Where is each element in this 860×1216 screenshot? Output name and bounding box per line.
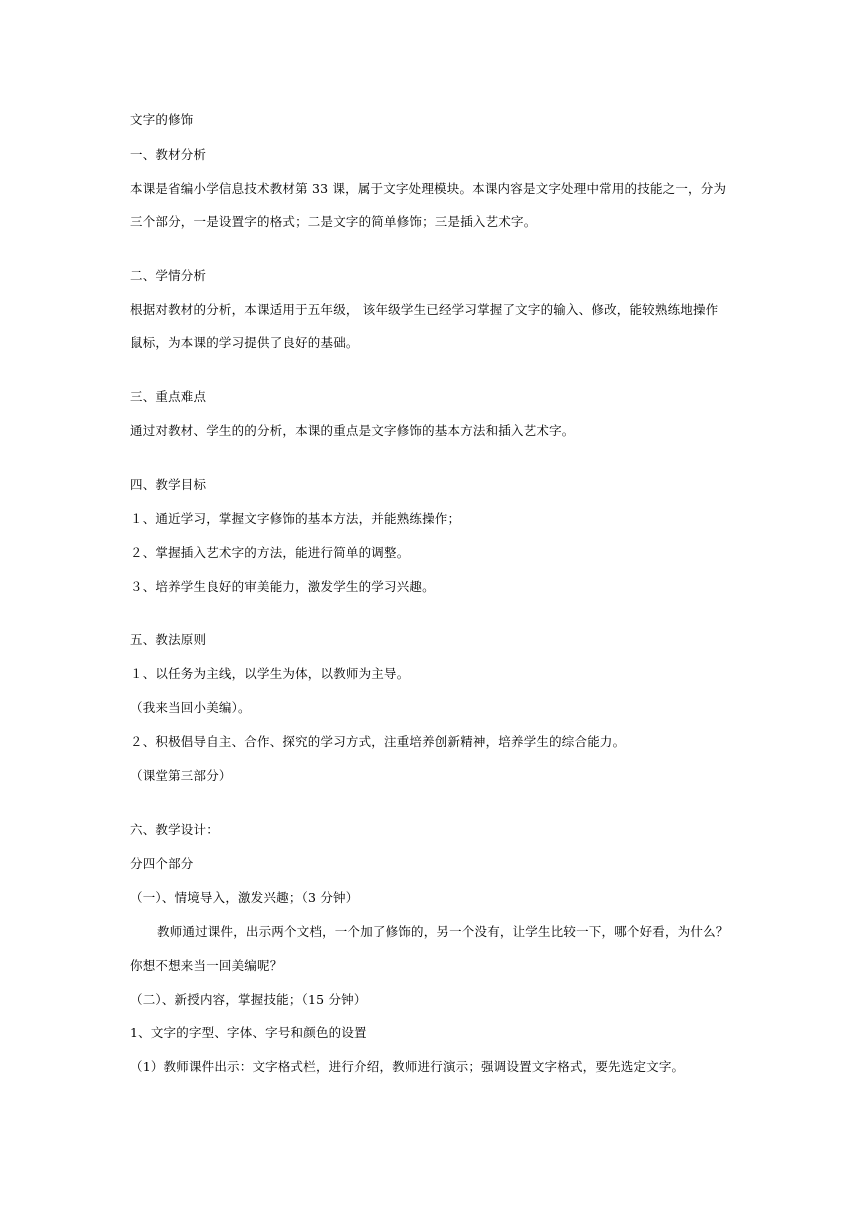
paragraph-line: 分四个部分 (130, 856, 194, 871)
paragraph-line: 本课是省编小学信息技术教材第 33 课，属于文字处理模块。本课内容是文字处理中常用的技能之一，分为 (130, 181, 727, 196)
section-heading-3: 三、重点难点 (130, 389, 207, 404)
section-heading-5: 五、教法原则 (130, 632, 207, 647)
paragraph-line: 根据对教材的分析，本课适用于五年级， 该年级学生已经学习掌握了文字的输入、修改，能较熟练地操作 (130, 302, 719, 317)
list-item: ２、积极倡导自主、合作、探究的学习方式，注重培养创新精神，培养学生的综合能力。 (130, 734, 626, 749)
paragraph-line: 你想不想来当一回美编呢？ (130, 958, 283, 973)
section-heading-2: 二、学情分析 (130, 268, 207, 283)
paragraph-line: 1、文字的字型、字体、字号和颜色的设置 (130, 1025, 367, 1040)
paragraph-line: 教师通过课件，出示两个文档，一个加了修饰的，另一个没有，让学生比较一下，哪个好看，为什么？ (157, 924, 729, 939)
list-item: ３、培养学生良好的审美能力，激发学生的学习兴趣。 (130, 579, 435, 594)
section-heading-1: 一、教材分析 (130, 147, 207, 162)
paragraph-line: （1）教师课件出示：文字格式栏，进行介绍，教师进行演示；强调设置文字格式，要先选定文字。 (130, 1059, 685, 1074)
section-heading-6: 六、教学设计： (130, 822, 219, 837)
document-title: 文字的修饰 (130, 112, 194, 127)
paragraph-line: 三个部分，一是设置字的格式；二是文字的简单修饰；三是插入艺术字。 (130, 214, 537, 229)
list-item: ２、掌握插入艺术字的方法，能进行简单的调整。 (130, 545, 410, 560)
list-item: １、以任务为主线，以学生为体，以教师为主导。 (130, 666, 410, 681)
note-line: （我来当回小美编）。 (130, 700, 251, 715)
list-item: １、通近学习，掌握文字修饰的基本方法，并能熟练操作； (130, 511, 461, 526)
paragraph-line: 通过对教材、学生的的分析，本课的重点是文字修饰的基本方法和插入艺术字。 (130, 423, 575, 438)
paragraph-line: 鼠标，为本课的学习提供了良好的基础。 (130, 335, 359, 350)
subheading: （一）、情境导入，激发兴趣；（3 分钟） (130, 890, 359, 905)
note-line: （课堂第三部分） (130, 768, 232, 783)
subheading: （二）、新授内容，掌握技能；（15 分钟） (130, 992, 367, 1007)
section-heading-4: 四、教学目标 (130, 477, 207, 492)
